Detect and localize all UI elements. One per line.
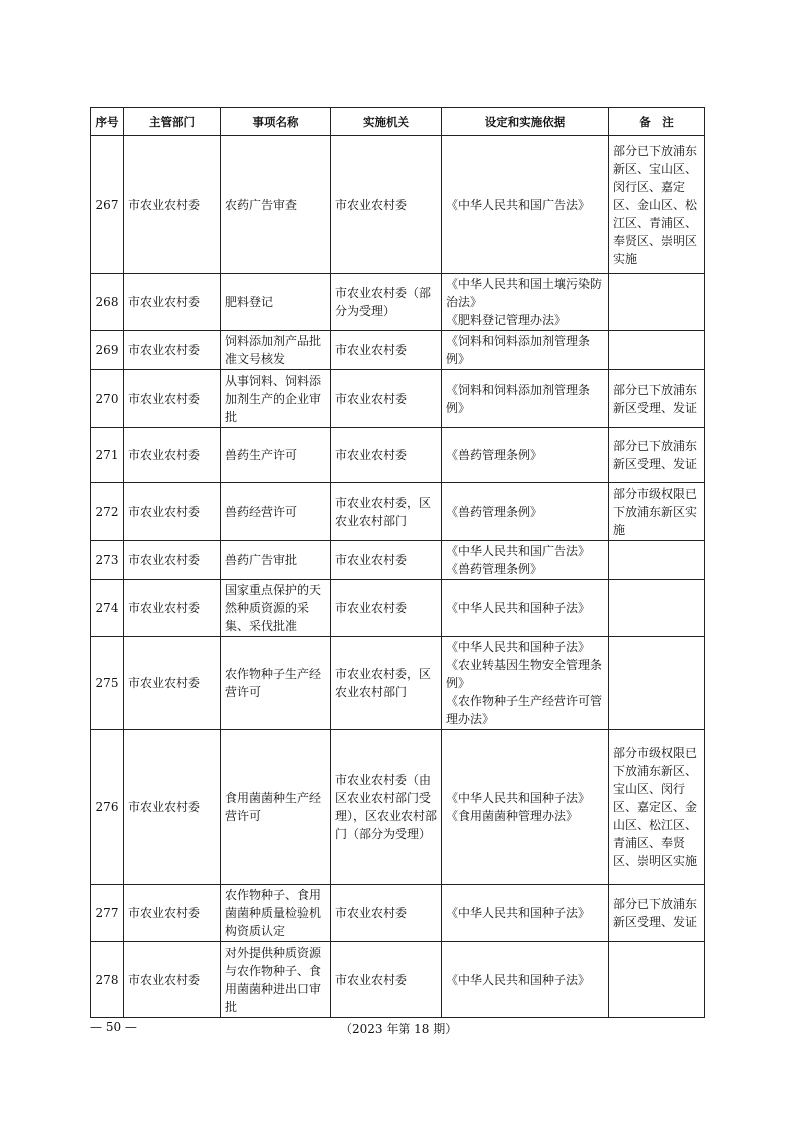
table-row bbox=[91, 730, 705, 885]
cell-serial: 272 bbox=[91, 483, 124, 541]
cell-legal-basis: 《中华人民共和国土壤污染防治法》 《肥料登记管理办法》 bbox=[442, 274, 609, 331]
cell-legal-basis: 《兽药管理条例》 bbox=[442, 428, 609, 483]
cell-serial: 278 bbox=[91, 942, 124, 1018]
cell-serial: 276 bbox=[91, 730, 124, 885]
cell-legal-basis: 《中华人民共和国广告法》 《兽药管理条例》 bbox=[442, 541, 609, 580]
table-row bbox=[91, 637, 705, 730]
table-row bbox=[91, 370, 705, 428]
cell-agency: 市农业农村委 bbox=[331, 541, 442, 580]
cell-notes: 部分市级权限已下放浦东新区、宝山区、闵行区、嘉定区、金山区、松江区、青浦区、奉贤区、崇明区实施 bbox=[609, 730, 705, 885]
header-legal-basis: 设定和实施依据 bbox=[442, 108, 609, 136]
cell-serial: 269 bbox=[91, 331, 124, 370]
table-row bbox=[91, 580, 705, 637]
cell-department: 市农业农村委 bbox=[124, 136, 221, 274]
header-notes: 备 注 bbox=[609, 108, 705, 136]
cell-agency: 市农业农村委 bbox=[331, 580, 442, 637]
cell-notes: 部分市级权限已下放浦东新区实施 bbox=[609, 483, 705, 541]
table-row bbox=[91, 331, 705, 370]
cell-serial: 271 bbox=[91, 428, 124, 483]
cell-notes bbox=[609, 942, 705, 1018]
cell-agency: 市农业农村委 bbox=[331, 331, 442, 370]
cell-serial: 275 bbox=[91, 637, 124, 730]
cell-department: 市农业农村委 bbox=[124, 428, 221, 483]
approval-items-table bbox=[90, 107, 705, 1018]
cell-serial: 268 bbox=[91, 274, 124, 331]
header-item-name: 事项名称 bbox=[221, 108, 331, 136]
header-serial: 序号 bbox=[91, 108, 124, 136]
table-row bbox=[91, 942, 705, 1018]
cell-department: 市农业农村委 bbox=[124, 637, 221, 730]
cell-item-name: 农药广告审查 bbox=[221, 136, 331, 274]
cell-legal-basis: 《中华人民共和国种子法》 bbox=[442, 942, 609, 1018]
cell-agency: 市农业农村委 bbox=[331, 370, 442, 428]
cell-notes bbox=[609, 637, 705, 730]
cell-legal-basis: 《中华人民共和国种子法》 bbox=[442, 580, 609, 637]
cell-notes: 部分已下放浦东新区受理、发证 bbox=[609, 370, 705, 428]
cell-serial: 273 bbox=[91, 541, 124, 580]
cell-agency: 市农业农村委（部分为受理） bbox=[331, 274, 442, 331]
cell-item-name: 饲料添加剂产品批准文号核发 bbox=[221, 331, 331, 370]
cell-item-name: 兽药广告审批 bbox=[221, 541, 331, 580]
table-row bbox=[91, 274, 705, 331]
table-row bbox=[91, 136, 705, 274]
cell-legal-basis: 《中华人民共和国种子法》 《农业转基因生物安全管理条例》 《农作物种子生产经营许可管理办法》 bbox=[442, 637, 609, 730]
cell-notes bbox=[609, 580, 705, 637]
table-row bbox=[91, 541, 705, 580]
cell-item-name: 兽药经营许可 bbox=[221, 483, 331, 541]
cell-legal-basis: 《饲料和饲料添加剂管理条例》 bbox=[442, 331, 609, 370]
cell-item-name: 肥料登记 bbox=[221, 274, 331, 331]
header-agency: 实施机关 bbox=[331, 108, 442, 136]
cell-item-name: 兽药生产许可 bbox=[221, 428, 331, 483]
cell-notes: 部分已下放浦东新区受理、发证 bbox=[609, 428, 705, 483]
table-header-row bbox=[91, 108, 705, 136]
table-row bbox=[91, 885, 705, 942]
cell-department: 市农业农村委 bbox=[124, 541, 221, 580]
cell-department: 市农业农村委 bbox=[124, 370, 221, 428]
cell-legal-basis: 《中华人民共和国种子法》 《食用菌菌种管理办法》 bbox=[442, 730, 609, 885]
cell-department: 市农业农村委 bbox=[124, 331, 221, 370]
table-row bbox=[91, 428, 705, 483]
cell-serial: 277 bbox=[91, 885, 124, 942]
cell-legal-basis: 《兽药管理条例》 bbox=[442, 483, 609, 541]
cell-department: 市农业农村委 bbox=[124, 885, 221, 942]
cell-item-name: 食用菌菌种生产经营许可 bbox=[221, 730, 331, 885]
cell-department: 市农业农村委 bbox=[124, 483, 221, 541]
cell-legal-basis: 《中华人民共和国广告法》 bbox=[442, 136, 609, 274]
cell-agency: 市农业农村委，区农业农村部门 bbox=[331, 483, 442, 541]
cell-legal-basis: 《中华人民共和国种子法》 bbox=[442, 885, 609, 942]
cell-agency: 市农业农村委，区农业农村部门 bbox=[331, 637, 442, 730]
cell-item-name: 从事饲料、饲料添加剂生产的企业审批 bbox=[221, 370, 331, 428]
cell-department: 市农业农村委 bbox=[124, 942, 221, 1018]
cell-item-name: 国家重点保护的天然种质资源的采集、采伐批准 bbox=[221, 580, 331, 637]
cell-serial: 270 bbox=[91, 370, 124, 428]
page-footer bbox=[90, 1020, 704, 1040]
cell-agency: 市农业农村委 bbox=[331, 942, 442, 1018]
cell-item-name: 对外提供种质资源与农作物种子、食用菌菌种进出口审批 bbox=[221, 942, 331, 1018]
cell-notes: 部分已下放浦东新区、宝山区、闵行区、嘉定区、金山区、松江区、青浦区、奉贤区、崇明区实施 bbox=[609, 136, 705, 274]
header-department: 主管部门 bbox=[124, 108, 221, 136]
cell-notes bbox=[609, 274, 705, 331]
cell-notes bbox=[609, 331, 705, 370]
issue-label: （2023 年第 18 期） bbox=[340, 1022, 458, 1036]
cell-agency: 市农业农村委（由区农业农村部门受理），区农业农村部门（部分为受理） bbox=[331, 730, 442, 885]
page-number: — 50 — bbox=[90, 1020, 137, 1034]
cell-department: 市农业农村委 bbox=[124, 730, 221, 885]
table-row bbox=[91, 483, 705, 541]
cell-item-name: 农作物种子生产经营许可 bbox=[221, 637, 331, 730]
cell-serial: 274 bbox=[91, 580, 124, 637]
cell-department: 市农业农村委 bbox=[124, 580, 221, 637]
cell-serial: 267 bbox=[91, 136, 124, 274]
cell-item-name: 农作物种子、食用菌菌种质量检验机构资质认定 bbox=[221, 885, 331, 942]
cell-legal-basis: 《饲料和饲料添加剂管理条例》 bbox=[442, 370, 609, 428]
cell-notes: 部分已下放浦东新区受理、发证 bbox=[609, 885, 705, 942]
cell-agency: 市农业农村委 bbox=[331, 885, 442, 942]
cell-department: 市农业农村委 bbox=[124, 274, 221, 331]
cell-agency: 市农业农村委 bbox=[331, 136, 442, 274]
cell-agency: 市农业农村委 bbox=[331, 428, 442, 483]
cell-notes bbox=[609, 541, 705, 580]
